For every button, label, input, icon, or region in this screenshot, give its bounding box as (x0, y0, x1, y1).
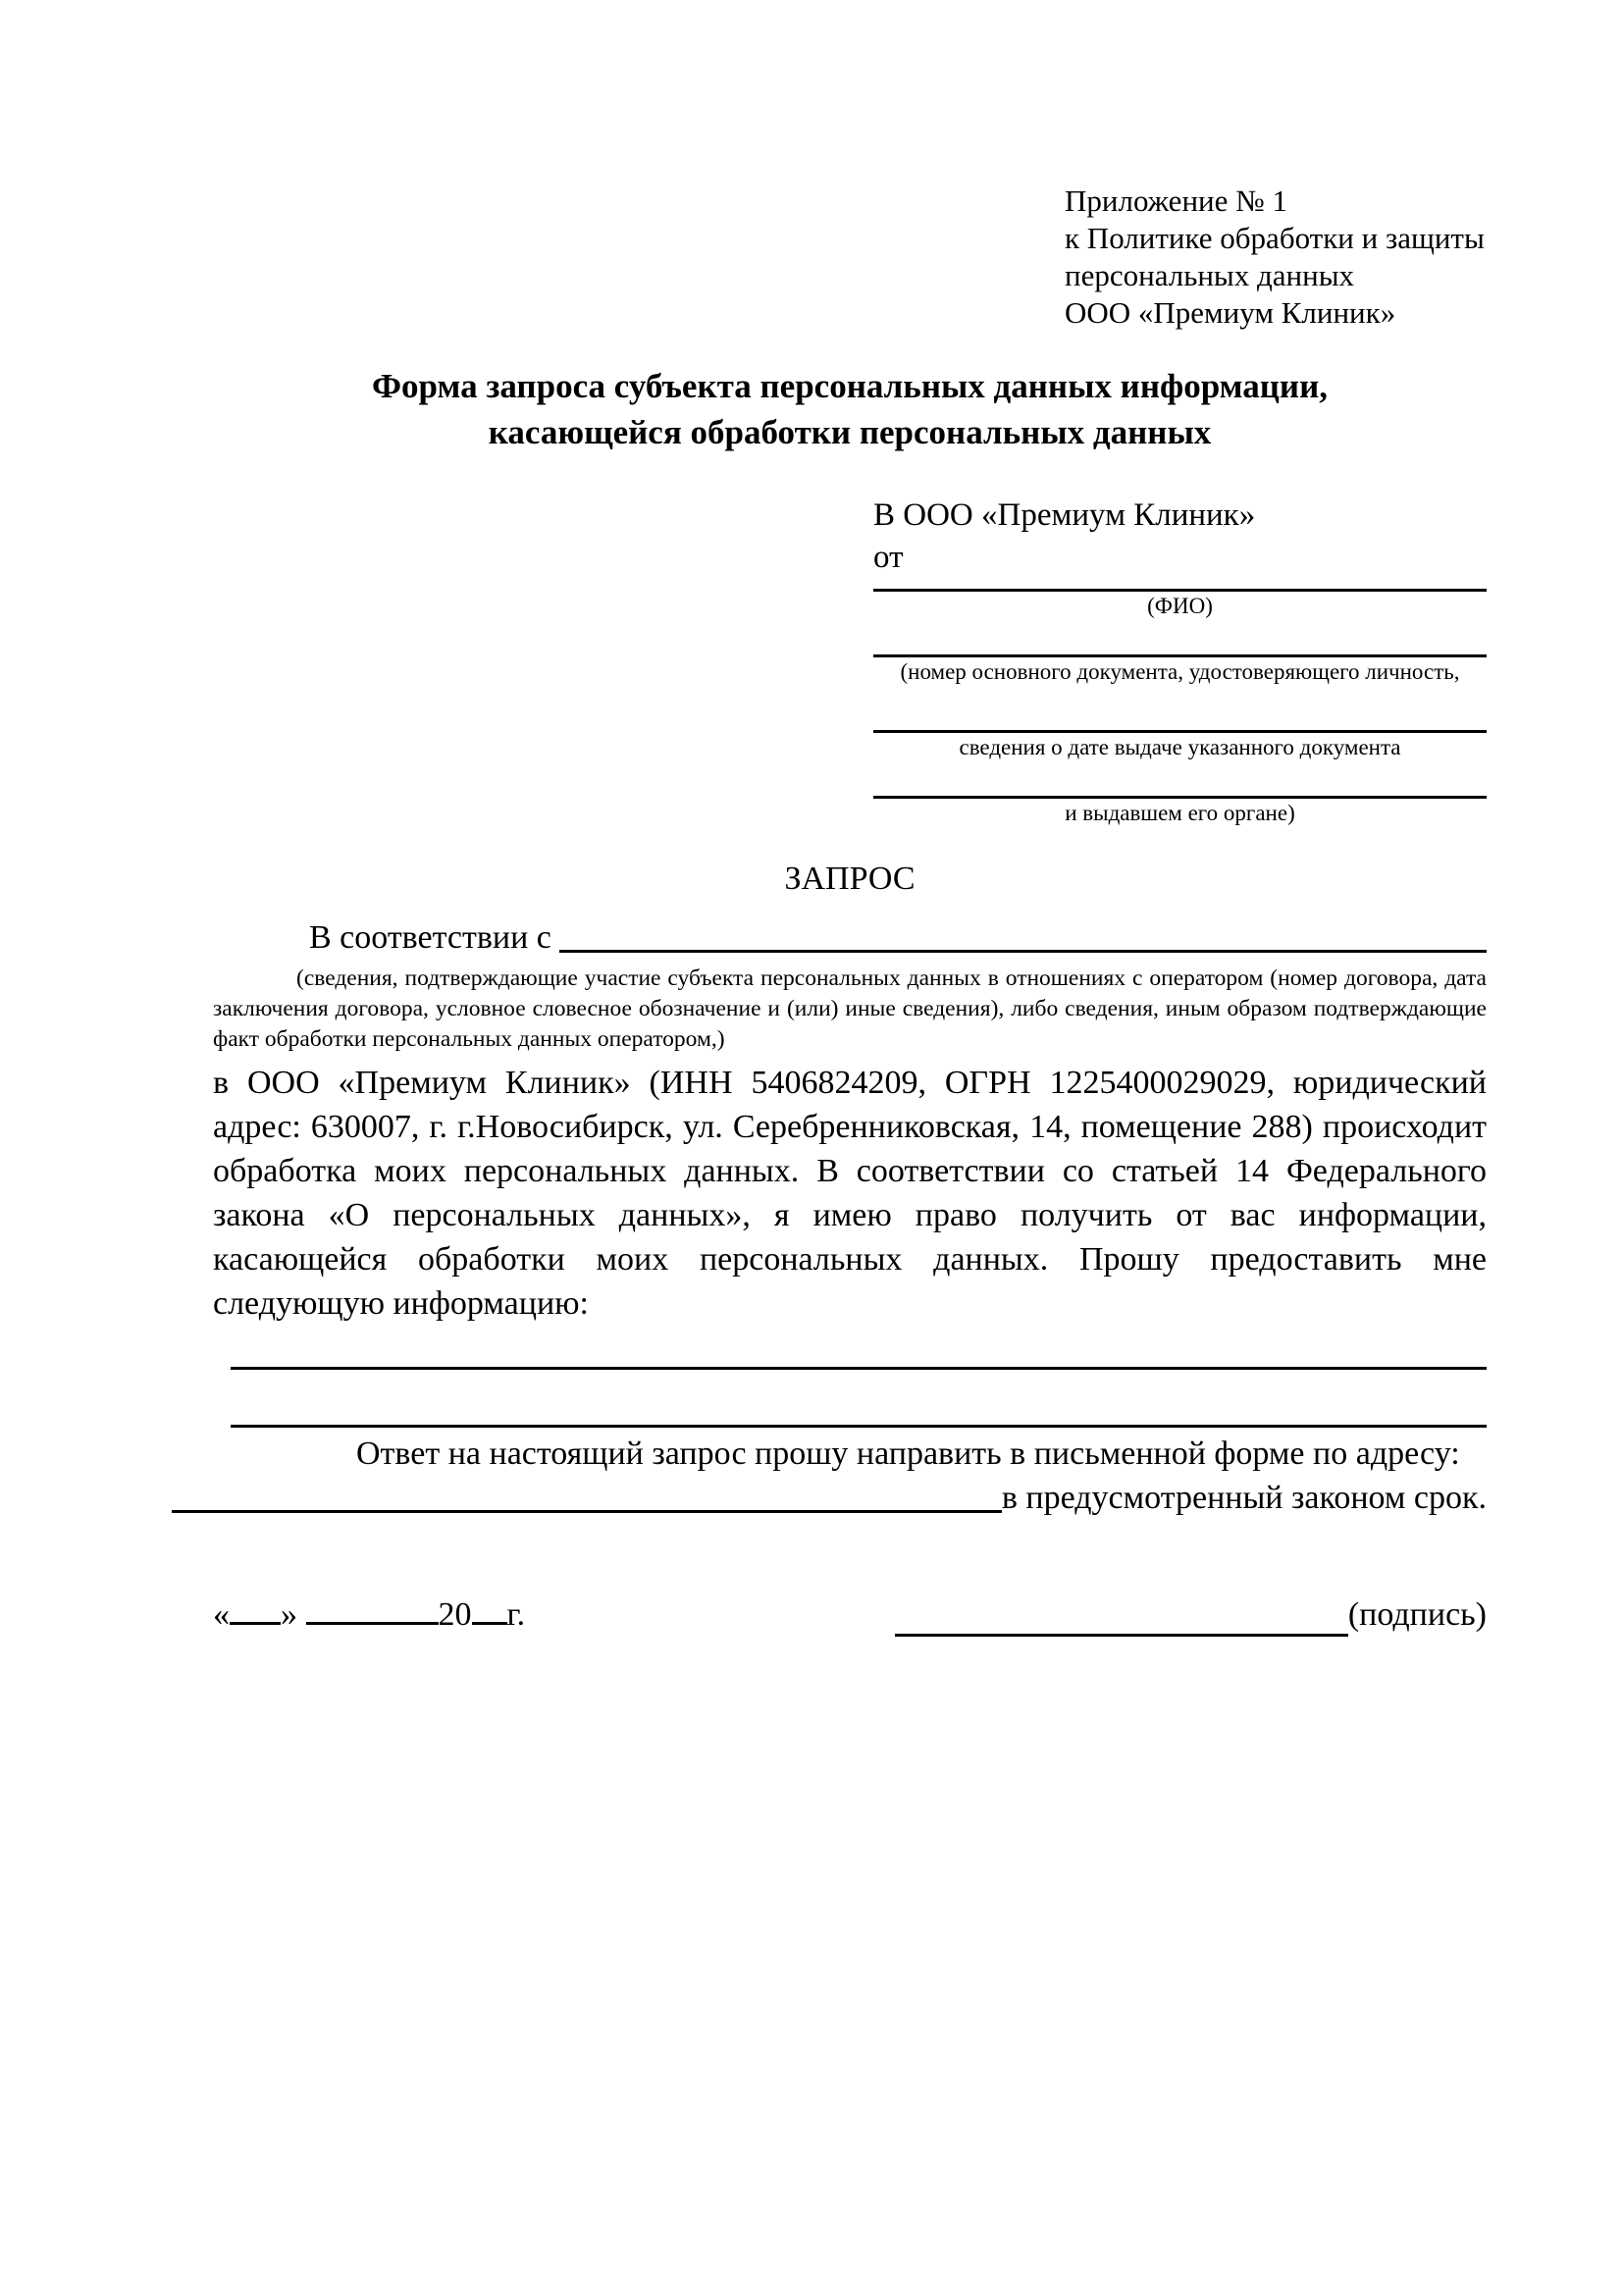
reply-address-fill-in-line (172, 1510, 1002, 1513)
fio-fill-in-line (873, 579, 1487, 592)
date-close-quote: » (281, 1596, 306, 1633)
document-title (213, 363, 1487, 455)
addressee-from-label: от (873, 540, 904, 575)
date-year-prefix: 20 (438, 1596, 472, 1633)
date-year-suffix: г. (506, 1596, 526, 1633)
information-fill-in-line-1 (231, 1326, 1487, 1370)
basis-footnote: (сведения, подтверждающие участие субъекта персональных данных в отношениях с оператором (номер договора, дата заключения договора, условное словесное обозначение и (или) иные сведения), либо сведения, иным образом подтверждающие факт обработки персональных данных оператором,) (213, 965, 1487, 1052)
document-title-line1: Форма запроса субъекта персональных данных информации, (371, 367, 1329, 405)
addressee-to: В ООО «Премиум Клиник» (873, 497, 1256, 533)
request-body-paragraph: в ООО «Премиум Клиник» (ИНН 5406824209, ОГРН 1225400029029, юридический адрес: 630007, г. г.Новосибирск, ул. Серебренниковская, 14, помещение 288) происходит обработка моих персональных данных. В соответствии со статьей 14 Федерального закона «О персональных данных», я имею право получить от вас информации, касающейся обработки моих персональных данных. Прошу предоставить мне следующую информацию: (213, 1065, 1487, 1322)
signature-fill-in-line (895, 1604, 1348, 1637)
basis-fill-in-line (559, 950, 1487, 953)
issuing-authority-caption: и выдавшем его органе) (1065, 801, 1295, 825)
appendix-reference-line: Приложение № 1 (1065, 183, 1287, 218)
request-intro-row (213, 916, 1487, 960)
date-month-blank (306, 1592, 439, 1625)
fio-caption: (ФИО) (1147, 594, 1213, 618)
appendix-reference-line: ООО «Премиум Клиник» (1065, 295, 1396, 330)
date-group (213, 1592, 525, 1637)
reply-address-row (213, 1476, 1487, 1520)
appendix-reference-block (1065, 183, 1487, 332)
date-open-quote: « (213, 1596, 230, 1633)
document-number-caption: (номер основного документа, удостоверяющего личность, (900, 659, 1460, 684)
appendix-reference-line: персональных данных (1065, 258, 1355, 292)
request-intro-prefix: В соответствии с (309, 919, 560, 956)
reply-address-sentence: Ответ на настоящий запрос прошу направить в письменной форме по адресу: (356, 1435, 1460, 1472)
issue-date-caption: сведения о дате выдаче указанного документа (959, 735, 1401, 759)
document-number-fill-in-line (873, 621, 1487, 657)
document-title-line2: касающейся обработки персональных данных (488, 413, 1212, 451)
issue-date-fill-in-line (873, 687, 1487, 733)
date-year-blank (472, 1592, 507, 1625)
signature-caption: (подпись) (1347, 1596, 1487, 1633)
addressee-block (873, 495, 1487, 828)
date-and-signature-row (213, 1592, 1487, 1637)
reply-address-suffix: в предусмотренный законом срок. (1001, 1480, 1487, 1516)
appendix-reference-line: к Политике обработки и защиты (1065, 221, 1485, 255)
request-heading: ЗАПРОС (784, 861, 916, 897)
date-day-blank (230, 1592, 281, 1625)
issuing-authority-fill-in-line (873, 762, 1487, 799)
signature-group (895, 1593, 1487, 1637)
information-fill-in-line-2 (231, 1370, 1487, 1428)
